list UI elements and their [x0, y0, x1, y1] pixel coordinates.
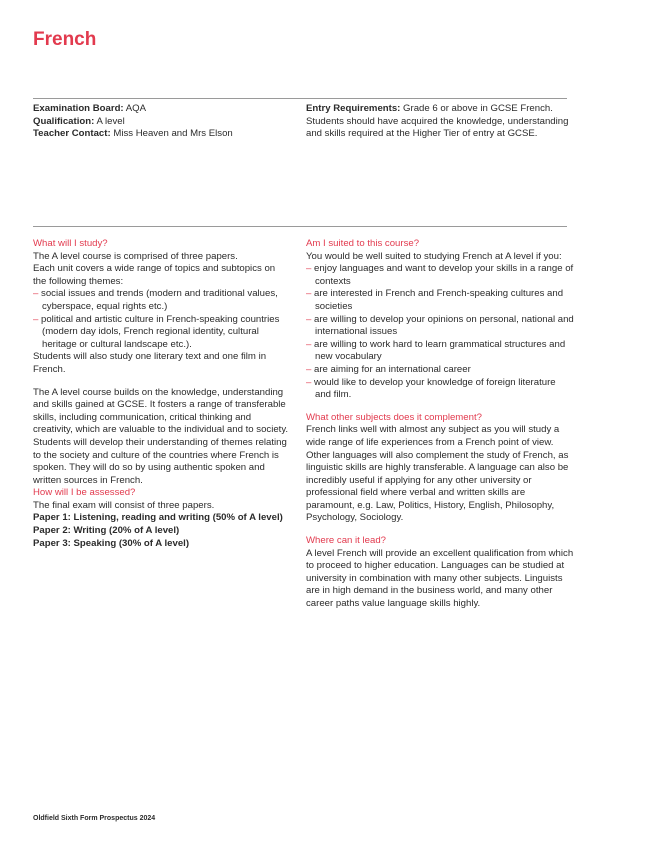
study-bullet: – social issues and trends (modern and traditional values, cyberspace, equal rights etc.): [33, 288, 291, 313]
suited-heading: Am I suited to this course?: [306, 238, 420, 249]
suited-section: [306, 238, 574, 402]
qualification-line: Qualification: A level: [33, 115, 125, 127]
suited-bullet: – enjoy languages and want to develop your skills in a range of contexts: [306, 263, 574, 288]
lead-section: [306, 535, 574, 611]
middle-divider: [33, 226, 567, 227]
left-column: [33, 238, 291, 560]
suited-bullet: – are willing to work hard to learn grammatical structures and new vocabulary: [306, 339, 574, 364]
study-heading: What will I study?: [33, 238, 108, 249]
study-section: [33, 238, 291, 377]
study-bullet: – political and artistic culture in French-speaking countries (modern day idols, French regional identity, cultural heritage or cultural landscape etc.).: [33, 314, 291, 352]
info-left: [33, 103, 293, 141]
suited-bullet: – are interested in French and French-speaking cultures and societies: [306, 288, 574, 313]
complement-heading: What other subjects does it complement?: [306, 411, 482, 423]
footer: Oldfield Sixth Form Prospectus 2024: [33, 815, 156, 822]
entry-requirements: Entry Requirements: Grade 6 or above in GCSE French. Students should have acquired the knowledge, understanding and skills required at the Higher Tier of entry at GCSE.: [306, 103, 569, 140]
study-paragraph: The A level course builds on the knowledge, understanding and skills gained at GCSE. It fosters a range of transferable skills, including communication, critical thinking and creativity, which are valuable to the individual and to society. Students will develop their understanding of themes relating to the society and culture of the countries where French is spoken. They will do so by using authentic spoken and written sources in French.: [33, 386, 289, 486]
paper-line: Paper 2: Writing (20% of A level): [33, 525, 180, 537]
suited-intro: You would be well suited to studying French at A level if you:: [306, 250, 562, 262]
complement-section: [306, 412, 574, 525]
study-intro-2: Each unit covers a wide range of topics and subtopics on the following themes:: [33, 263, 276, 287]
suited-bullet: – would like to develop your knowledge of foreign literature and film.: [306, 377, 574, 402]
lead-heading: Where can it lead?: [306, 535, 386, 547]
teacher-contact-line: Teacher Contact: Miss Heaven and Mrs Elson: [33, 128, 233, 140]
page-title: French: [33, 29, 97, 50]
info-right: [306, 103, 574, 141]
assess-section: [33, 487, 291, 550]
assess-intro: The final exam will consist of three papers.: [33, 499, 215, 511]
suited-bullet: – are aiming for an international career: [306, 364, 574, 377]
lead-text: A level French will provide an excellent qualification from which to proceed to higher education. Languages can be studied at university in combination with many other subjects. Linguists are in high demand in the business world, and many other career paths value language skills highly.: [306, 547, 574, 610]
paper-line: Paper 1: Listening, reading and writing (50% of A level): [33, 512, 283, 524]
complement-text: French links well with almost any subject as you will study a wide range of life experiences from a French point of view. Other languages will also complement the study of French, as linguistic skills are highly transferable. A language can also be incredibly useful if applying for any other university or professional field where verbal and written skills are paramount, e.g. Law, Politics, History, English, Philosophy, Psychology, Sociology.: [306, 424, 569, 524]
exam-board-line: Examination Board: AQA: [33, 103, 147, 114]
suited-bullet: – are willing to develop your opinions on personal, national and international issues: [306, 314, 574, 339]
assess-heading: How will I be assessed?: [33, 487, 136, 499]
study-after: Students will also study one literary text and one film in French.: [33, 351, 267, 375]
right-column: [306, 238, 574, 621]
paper-line: Paper 3: Speaking (30% of A level): [33, 537, 190, 549]
study-intro-1: The A level course is comprised of three papers.: [33, 250, 238, 262]
top-divider: [33, 98, 567, 99]
